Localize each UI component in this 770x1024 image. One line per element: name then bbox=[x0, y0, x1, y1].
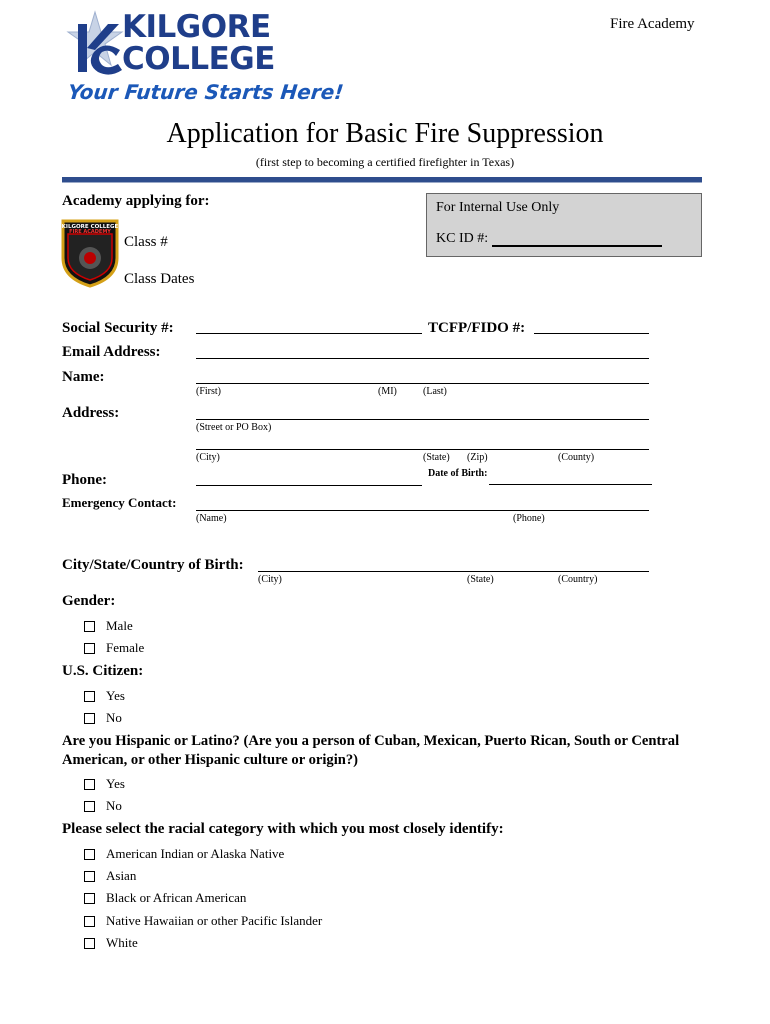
race-hawaiian-checkbox[interactable] bbox=[84, 916, 95, 927]
tcfp-label: TCFP/FIDO #: bbox=[428, 320, 526, 336]
race-hawaiian-label: Native Hawaiian or other Pacific Islander bbox=[106, 913, 323, 928]
hispanic-yes-checkbox[interactable] bbox=[84, 779, 95, 790]
header-fire-academy: Fire Academy bbox=[610, 16, 695, 32]
ssn-label: Social Security #: bbox=[62, 320, 174, 336]
header-divider bbox=[62, 177, 702, 183]
hispanic-no-label: No bbox=[106, 798, 122, 813]
gender-female-checkbox[interactable] bbox=[84, 643, 95, 654]
gender-male-label: Male bbox=[106, 618, 133, 633]
birthplace-city-caption: (City) bbox=[258, 574, 282, 585]
emergency-name-caption: (Name) bbox=[196, 513, 227, 524]
name-first-caption: (First) bbox=[196, 386, 221, 397]
kilgore-college-logo-icon bbox=[64, 10, 126, 80]
dob-field[interactable] bbox=[489, 484, 652, 485]
logo-text-college: COLLEGE bbox=[122, 41, 275, 77]
class-number-label: Class # bbox=[124, 234, 168, 250]
hispanic-question-line1: Are you Hispanic or Latino? (Are you a person of Cuban, Mexican, Puerto Rican, South or Central bbox=[62, 733, 680, 749]
fire-academy-badge-icon bbox=[60, 218, 120, 288]
internal-use-box bbox=[426, 193, 702, 257]
hispanic-yes-label: Yes bbox=[106, 776, 125, 791]
gender-label: Gender: bbox=[62, 593, 116, 609]
phone-label: Phone: bbox=[62, 472, 107, 488]
gender-male-checkbox[interactable] bbox=[84, 621, 95, 632]
kc-id-field[interactable] bbox=[492, 245, 662, 247]
badge-text-bottom: FIRE ACADEMY bbox=[69, 229, 111, 235]
city-state-zip-field[interactable] bbox=[196, 449, 649, 450]
logo-text-kilgore: KILGORE bbox=[122, 9, 271, 45]
email-label: Email Address: bbox=[62, 344, 161, 360]
dob-label: Date of Birth: bbox=[428, 468, 488, 479]
name-label: Name: bbox=[62, 369, 105, 385]
citizen-yes-label: Yes bbox=[106, 688, 125, 703]
name-last-caption: (Last) bbox=[423, 386, 447, 397]
phone-field[interactable] bbox=[196, 485, 422, 486]
race-american-indian-label: American Indian or Alaska Native bbox=[106, 846, 285, 861]
birthplace-label: City/State/Country of Birth: bbox=[62, 557, 244, 573]
citizen-yes-checkbox[interactable] bbox=[84, 691, 95, 702]
citizen-no-checkbox[interactable] bbox=[84, 713, 95, 724]
badge-text-top: KILGORE COLLEGE bbox=[61, 224, 119, 230]
birthplace-country-caption: (Country) bbox=[558, 574, 598, 585]
hispanic-question-line2: American, or other Hispanic culture or origin?) bbox=[62, 752, 359, 768]
state-caption: (State) bbox=[423, 452, 450, 463]
race-asian-checkbox[interactable] bbox=[84, 871, 95, 882]
race-black-label: Black or African American bbox=[106, 890, 247, 905]
ssn-field[interactable] bbox=[196, 333, 422, 334]
zip-caption: (Zip) bbox=[467, 452, 488, 463]
kc-id-label: KC ID #: bbox=[436, 231, 489, 246]
emergency-phone-caption: (Phone) bbox=[513, 513, 545, 524]
academy-label: Academy applying for: bbox=[62, 193, 210, 209]
street-caption: (Street or PO Box) bbox=[196, 422, 272, 433]
emergency-label: Emergency Contact: bbox=[62, 495, 177, 510]
email-field[interactable] bbox=[196, 358, 649, 359]
race-white-label: White bbox=[106, 935, 138, 950]
hispanic-no-checkbox[interactable] bbox=[84, 801, 95, 812]
street-field[interactable] bbox=[196, 419, 649, 420]
name-mi-caption: (MI) bbox=[378, 386, 397, 397]
race-american-indian-checkbox[interactable] bbox=[84, 849, 95, 860]
city-caption: (City) bbox=[196, 452, 220, 463]
page-title: Application for Basic Fire Suppression bbox=[166, 118, 604, 149]
logo-tagline: Your Future Starts Here! bbox=[66, 80, 345, 104]
page-subtitle: (first step to becoming a certified firefighter in Texas) bbox=[255, 155, 515, 169]
race-asian-label: Asian bbox=[106, 868, 137, 883]
name-field[interactable] bbox=[196, 383, 649, 384]
county-caption: (County) bbox=[558, 452, 595, 463]
race-question: Please select the racial category with which you most closely identify: bbox=[62, 821, 504, 837]
internal-use-title: For Internal Use Only bbox=[436, 200, 560, 215]
birthplace-field[interactable] bbox=[258, 571, 649, 572]
birthplace-state-caption: (State) bbox=[467, 574, 494, 585]
address-label: Address: bbox=[62, 405, 120, 421]
tcfp-field[interactable] bbox=[534, 333, 649, 334]
emergency-field[interactable] bbox=[196, 510, 649, 511]
race-black-checkbox[interactable] bbox=[84, 893, 95, 904]
class-dates-label: Class Dates bbox=[124, 271, 195, 287]
race-white-checkbox[interactable] bbox=[84, 938, 95, 949]
gender-female-label: Female bbox=[106, 640, 145, 655]
citizen-label: U.S. Citizen: bbox=[62, 663, 144, 679]
citizen-no-label: No bbox=[106, 710, 122, 725]
